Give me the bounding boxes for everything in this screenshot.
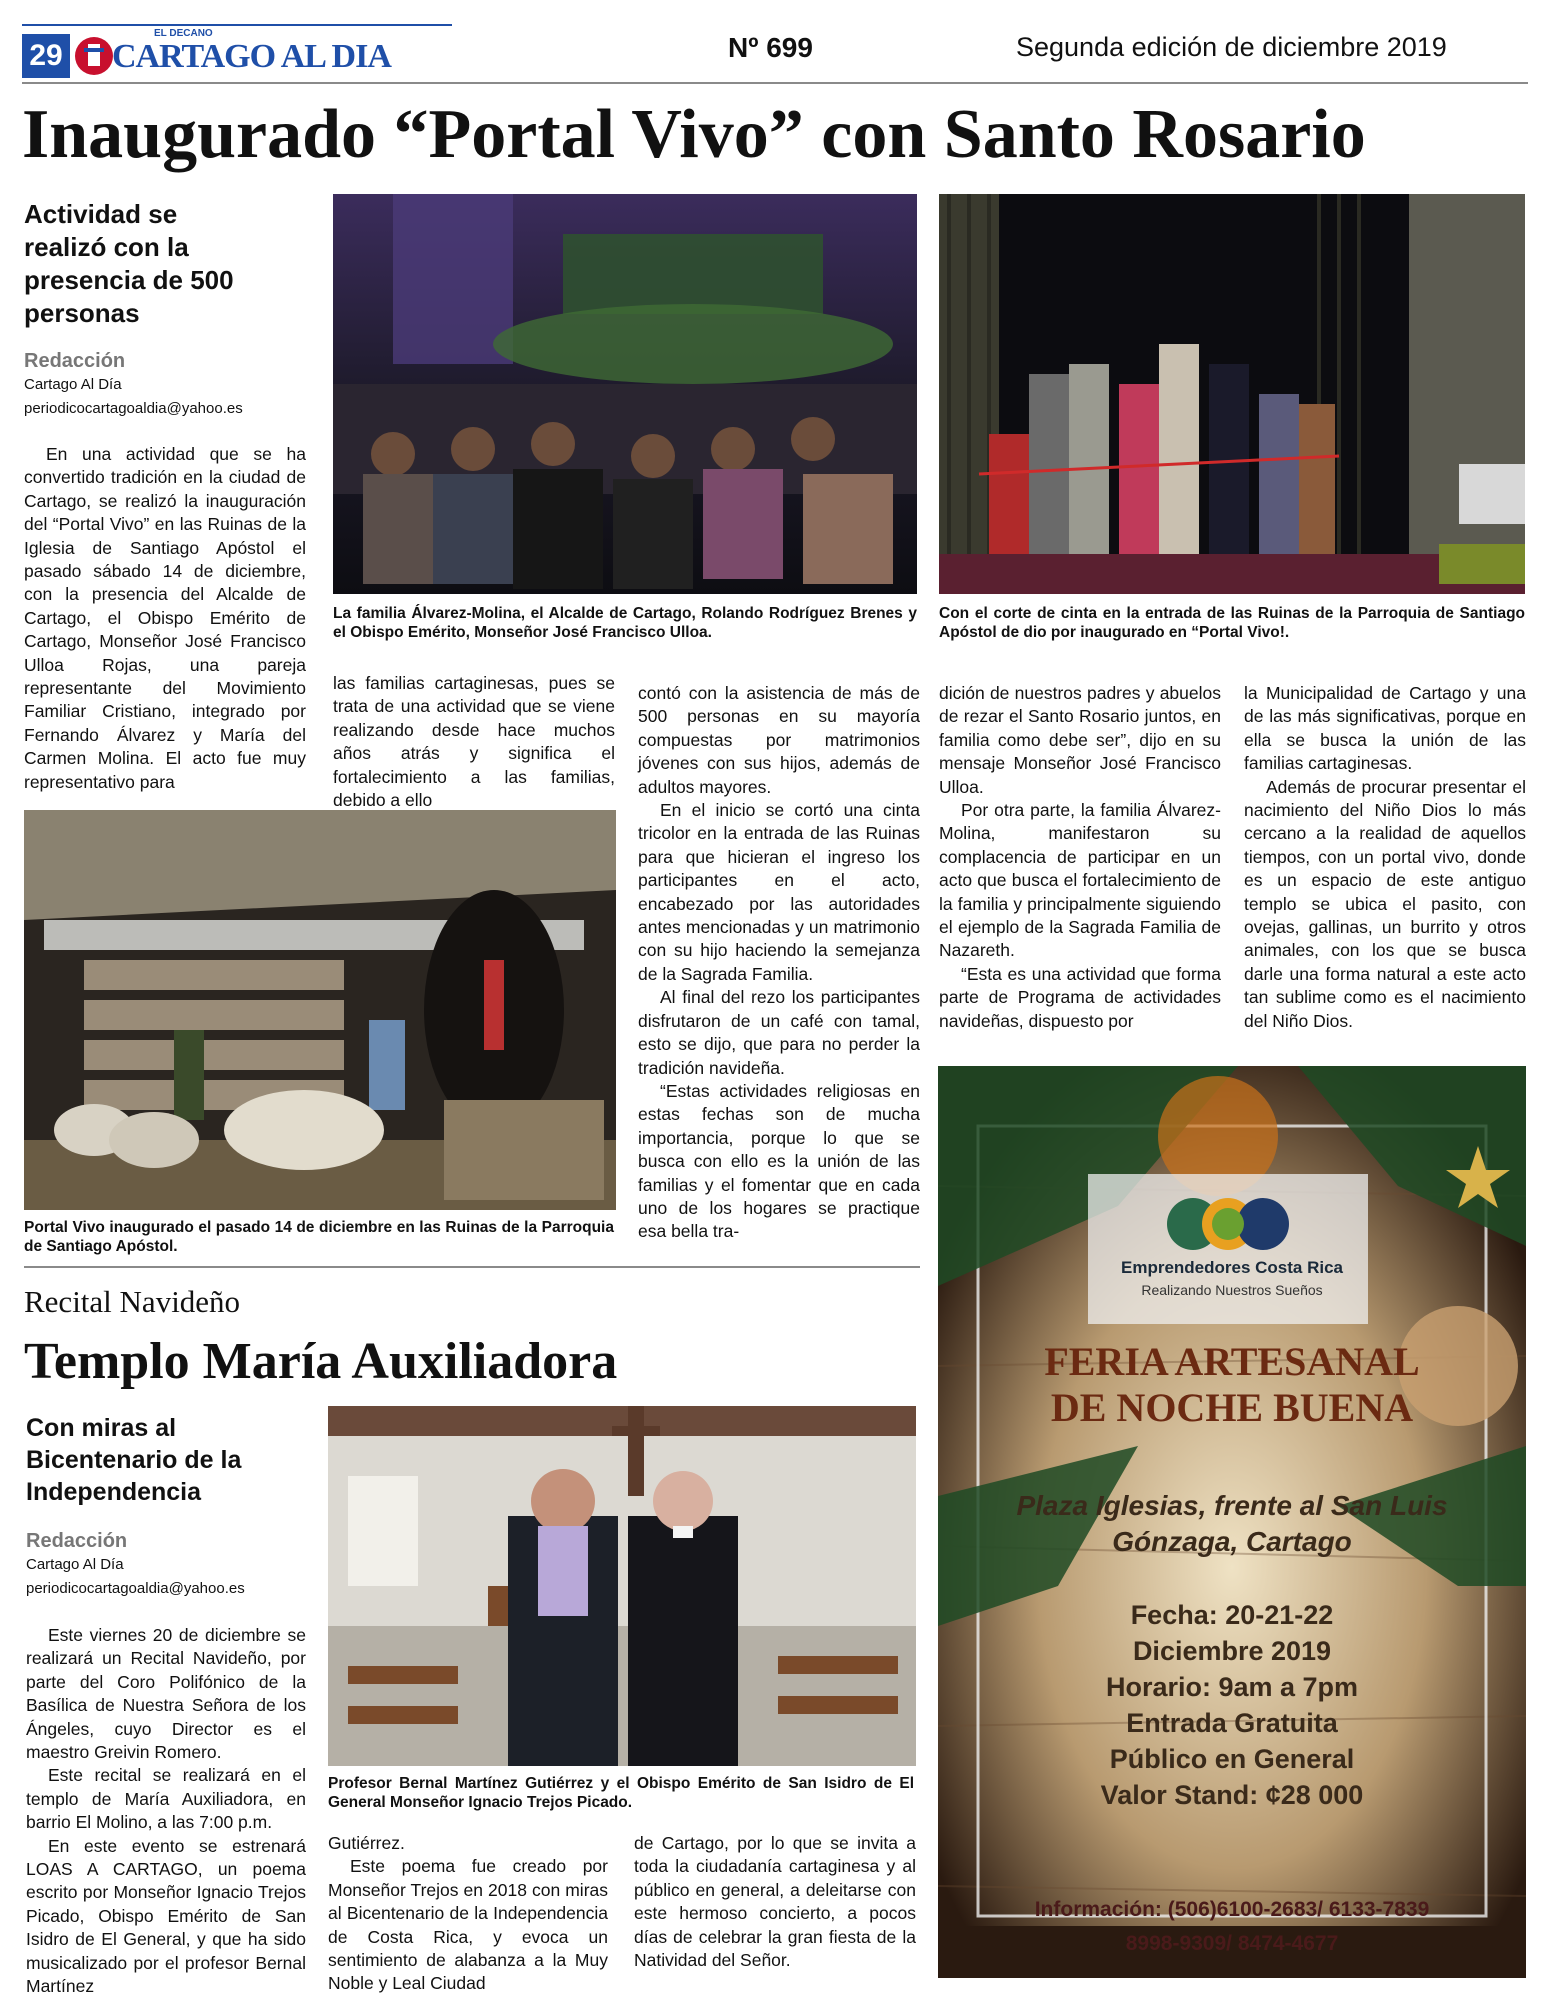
paragraph: de Cartago, por lo que se invita a toda la ciudadanía cartaginesa y al público en general, a deleitarse con este hermoso concierto, a pocos días de celebrar la gran fiesta de la Natividad del Señor. (634, 1833, 916, 1971)
article1-col2 (333, 672, 615, 812)
paragraph: “Esta es una actividad que forma parte de Programa de actividades navideñas, dispuesto por (939, 963, 1221, 1031)
logo-top-text: EL DECANO (154, 28, 213, 39)
photo-audience-image (333, 194, 917, 594)
ad-hours: Horario: 9am a 7pm (1105, 1672, 1359, 1702)
article2-source: Cartago Al Día (26, 1556, 124, 1573)
logo-name-text: CARTAGO AL DIA (112, 38, 391, 75)
article2-col3 (634, 1832, 916, 1972)
article2-kicker: Recital Navideño (24, 1284, 241, 1319)
ad-location-line1: Plaza Iglesias, frente al San Luis (1016, 1490, 1448, 1521)
ad-brand: Emprendedores Costa Rica (1120, 1258, 1343, 1277)
paragraph: dición de nuestros padres y abuelos de rezar el Santo Rosario juntos, en familia como debe ser”, dijo en su mensaje Monseñor José Francisco Ulloa. (939, 683, 1221, 797)
article1-col3 (638, 682, 920, 1244)
issue-number: Nº 699 (728, 32, 813, 63)
article2-col1 (26, 1624, 306, 1999)
photo-priests-caption: Profesor Bernal Martínez Gutiérrez y el Obispo Emérito de San Isidro de El General Monseñor Ignacio Trejos Picado. (328, 1775, 914, 1811)
article2-subhead: Con miras al Bicentenario de la Independencia (26, 1414, 242, 1506)
ad-date-line2: Diciembre 2019 (1132, 1636, 1332, 1666)
masthead-logo (74, 26, 391, 80)
article1-byline: Redacción (24, 350, 126, 372)
article1-headline: Inaugurado “Portal Vivo” con Santo Rosario (22, 96, 1366, 173)
paragraph: Además de procurar presentar el nacimiento del Niño Dios lo más cercano a la realidad de aquellos tiempos, con un portal vivo, donde es un espacio de este antiguo templo se ubica el pasito, con ovejas, gallinas, un burrito y otros animales, con los que se busca darle una forma natural a este acto tan sublime como es el nacimiento del Niño Dios. (1244, 776, 1526, 1031)
section-divider (24, 1266, 920, 1268)
ad-info-line2: 8998-9309/ 8474-4677 (1125, 1932, 1339, 1955)
ad-date-line1: Fecha: 20-21-22 (1130, 1600, 1334, 1630)
photo-nativity-caption: Portal Vivo inaugurado el pasado 14 de diciembre en las Ruinas de la Parroquia de Santiago Apóstol. (24, 1219, 614, 1255)
photo-priests (328, 1406, 916, 1766)
paragraph: contó con la asistencia de más de 500 personas en su mayoría compuestas por matrimonios jóvenes con sus hijos, además de adultos mayores. (638, 683, 920, 797)
paragraph: la Municipalidad de Cartago y una de las más significativas, porque en ella se busca la unión de las familias cartaginesas. (1244, 683, 1526, 774)
paragraph: Este poema fue creado por Monseñor Trejos en 2018 con miras al Bicentenario de la Independencia de Costa Rica, y evoca un sentimiento de alabanza a la Muy Noble y Leal Ciudad (328, 1856, 608, 1994)
photo-ribbon-caption: Con el corte de cinta en la entrada de las Ruinas de la Parroquia de Santiago Apóstol de dio por inaugurado en “Portal Vivo!. (939, 605, 1525, 641)
ad-audience: Público en General (1109, 1744, 1355, 1774)
article1-col4 (939, 682, 1221, 1033)
feria-advertisement (938, 1066, 1526, 1978)
paragraph: Este viernes 20 de diciembre se realizará un Recital Navideño, por parte del Coro Polifónico de la Basílica de Nuestra Señora de los Ángeles, cuyo Director es el maestro Greivin Romero. (26, 1625, 306, 1763)
photo-ribbon-image (939, 194, 1525, 594)
article2-headline: Templo María Auxiliadora (24, 1333, 618, 1390)
photo-nativity-image (24, 810, 616, 1210)
article1-source: Cartago Al Día (24, 376, 122, 393)
ad-title-line1: FERIA ARTESANAL (1044, 1339, 1420, 1384)
paragraph: “Estas actividades religiosas en estas fechas son de mucha importancia, porque lo que se busca con ello es la unión de las familias y el fomentar que en cada uno de los hogares se practique esa bella tra- (638, 1080, 920, 1242)
logo-emblem-icon (74, 34, 114, 78)
paragraph: Este recital se realizará en el templo de María Auxiliadora, en barrio El Molino, a las 7:00 p.m. (26, 1765, 306, 1833)
photo-ribbon-cutting (939, 194, 1525, 594)
header-rule (22, 82, 1528, 84)
paragraph: En el inicio se cortó una cinta tricolor en la entrada de las Ruinas para que hicieran el ingreso los participantes en el acto, encabezado por las autoridades antes mencionadas y un matrimonio con su hijo haciendo la semejanza de la Sagrada Familia. (638, 800, 920, 984)
ad-location-line2: Gónzaga, Cartago (1112, 1526, 1352, 1557)
article1-col5 (1244, 682, 1526, 1033)
ad-title-line2: DE NOCHE BUENA (1050, 1385, 1414, 1430)
paragraph: Al final del rezo los participantes disfrutaron de un café con tamal, esto se dijo, que para no perder la tradición navideña. (638, 987, 920, 1078)
paragraph: En este evento se estrenará LOAS A CARTAGO, un poema escrito por Monseñor Ignacio Trejos Picado, Obispo Emérito de San Isidro de El General, y que ha sido musicalizado por el profesor Bernal Martínez (26, 1835, 306, 1997)
article1-email: periodicocartagoaldia@yahoo.es (24, 400, 243, 417)
photo-priests-image (328, 1406, 916, 1766)
page-number: 29 (22, 34, 70, 78)
paragraph: Por otra parte, la familia Álvarez-Molina, manifestaron su complacencia de participar en un acto que busca el fortalecimiento de la familia y principalmente siguiendo el ejemplo de la Sagrada Familia de Nazareth. (939, 800, 1221, 961)
paragraph: las familias cartaginesas, pues se trata de una actividad que se viene realizando desde hace muchos años atrás y significa el fortalecimiento a las familias, debido a ello (333, 673, 615, 811)
article1-col1 (24, 443, 306, 794)
article2-email: periodicocartagoaldia@yahoo.es (26, 1580, 245, 1597)
photo-nativity (24, 810, 616, 1210)
article2-col2 (328, 1832, 608, 1996)
paragraph: En una actividad que se ha convertido tradición en la ciudad de Cartago, se realizó la inauguración del “Portal Vivo” en las Ruinas de la Iglesia de Santiago Apóstol el pasado sábado 14 de diciembre, con la presencia del Alcalde de Cartago, el Obispo Emérito de Cartago, Monseñor José Francisco Ulloa Rojas, una pareja representante del Movimiento Familiar Cristiano, integrado por Fernando Álvarez y María del Carmen Molina. El acto fue muy representativo para (24, 444, 306, 792)
photo-audience-caption: La familia Álvarez-Molina, el Alcalde de Cartago, Rolando Rodríguez Brenes y el Obispo Emérito, Monseñor José Francisco Ulloa. (333, 605, 917, 641)
edition-date: Segunda edición de diciembre 2019 (1016, 32, 1447, 62)
article2-byline: Redacción (26, 1530, 128, 1552)
photo-audience (333, 194, 917, 594)
ad-entry: Entrada Gratuita (1126, 1708, 1338, 1738)
ad-tagline: Realizando Nuestros Sueños (1141, 1282, 1323, 1298)
ad-info-line1: Información: (506)6100-2683/ 6133-7839 (1034, 1898, 1430, 1921)
ad-stand-price: Valor Stand: ¢28 000 (1100, 1780, 1364, 1810)
article1-subhead: Actividad se realizó con la presencia de 500 personas (24, 199, 234, 328)
ad-background-image (938, 1066, 1526, 1978)
paragraph: Gutiérrez. (328, 1833, 405, 1853)
